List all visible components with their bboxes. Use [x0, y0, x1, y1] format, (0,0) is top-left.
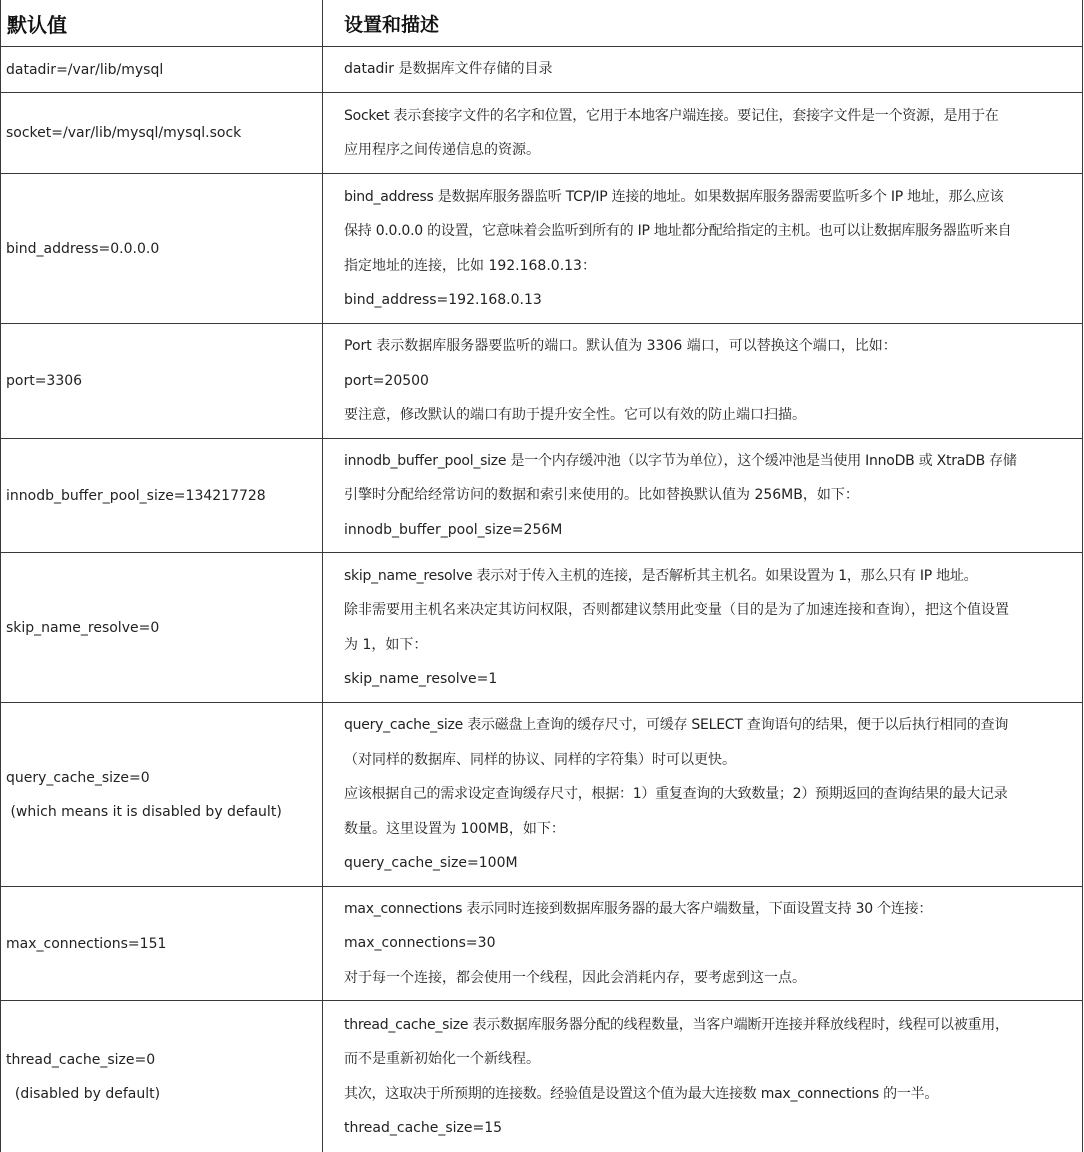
description-cell: [323, 324, 1083, 438]
description-line: innodb_buffer_pool_size=256M: [344, 521, 563, 538]
description-line: 数量。这里设置为 100MB，如下：: [344, 820, 565, 837]
table-row: [0, 324, 1083, 439]
description-line: 保持 0.0.0.0 的设置，它意味着会监听到所有的 IP 地址都分配给指定的主机。也可以让数据库服务器监听来自: [344, 223, 1012, 240]
default-value-cell: [0, 47, 323, 92]
description-line: 为 1，如下：: [344, 636, 428, 653]
description-line: 而不是重新初始化一个新线程。: [344, 1051, 540, 1068]
header-row: [0, 0, 1083, 47]
default-value: thread_cache_size=0: [6, 1051, 156, 1068]
description-line: port=20500: [344, 372, 429, 389]
table-row: [0, 439, 1083, 553]
description-line: bind_address 是数据库服务器监听 TCP/IP 连接的地址。如果数据库服务器需要监听多个 IP 地址，那么应该: [344, 188, 1004, 205]
default-value-note: (which means it is disabled by default): [6, 803, 282, 820]
table-row: [0, 174, 1083, 324]
description-cell: [323, 174, 1083, 323]
description-line: thread_cache_size=15: [344, 1119, 503, 1136]
header-desc-cell: [323, 0, 1083, 46]
description-cell: [323, 439, 1083, 552]
description-line: Socket 表示套接字文件的名字和位置，它用于本地客户端连接。要记住，套接字文件是一个资源，是用于在: [344, 107, 999, 124]
default-value-cell: [0, 703, 323, 886]
description-line: 应用程序之间传递信息的资源。: [344, 142, 540, 158]
description-cell: [323, 93, 1083, 173]
table-row: [0, 47, 1083, 93]
description-line: max_connections 表示同时连接到数据库服务器的最大客户端数量，下面设置支持 30 个连接：: [344, 900, 933, 917]
description-line: skip_name_resolve 表示对于传入主机的连接，是否解析其主机名。如果设置为 1，那么只有 IP 地址。: [344, 567, 978, 584]
description-line: 除非需要用主机名来决定其访问权限，否则都建议禁用此变量（目的是为了加速连接和查询），把这个值设置: [344, 602, 1009, 619]
table-row: [0, 887, 1083, 1001]
description-line: 应该根据自己的需求设定查询缓存尺寸，根据：1）重复查询的大致数量；2）预期返回的查询结果的最大记录: [344, 786, 1008, 803]
description-cell: [323, 703, 1083, 886]
description-cell: [323, 553, 1083, 702]
header-desc-label: 设置和描述: [344, 13, 440, 36]
default-value-cell: [0, 174, 323, 323]
description-line: 指定地址的连接，比如 192.168.0.13：: [344, 257, 596, 274]
description-line: skip_name_resolve=1: [344, 670, 498, 687]
description-cell: [323, 887, 1083, 1000]
description-line: bind_address=192.168.0.13: [344, 291, 542, 308]
description-line: （对同样的数据库、同样的协议、同样的字符集）时可以更快。: [344, 751, 736, 768]
table-row: [0, 553, 1083, 703]
default-value-cell: [0, 324, 323, 438]
default-value-cell: [0, 887, 323, 1000]
default-value: skip_name_resolve=0: [6, 619, 160, 636]
default-value: query_cache_size=0: [6, 769, 150, 786]
default-value: bind_address=0.0.0.0: [6, 240, 160, 257]
table-row: [0, 703, 1083, 887]
description-line: 引擎时分配给经常访问的数据和索引来使用的。比如替换默认值为 256MB，如下：: [344, 487, 859, 504]
header-default-label: 默认值: [7, 12, 67, 37]
description-line: query_cache_size=100M: [344, 855, 518, 872]
default-value-cell: [0, 439, 323, 552]
default-value-cell: [0, 553, 323, 702]
table-row: [0, 93, 1083, 174]
default-value-cell: [0, 93, 323, 173]
description-line: innodb_buffer_pool_size 是一个内存缓冲池（以字节为单位），这个缓冲池是当使用 InnoDB 或 XtraDB 存储: [344, 452, 1017, 469]
table-row: [0, 1001, 1083, 1152]
default-value: innodb_buffer_pool_size=134217728: [6, 487, 266, 504]
description-line: thread_cache_size 表示数据库服务器分配的线程数量，当客户端断开连接并释放线程时，线程可以被重用，: [344, 1016, 1009, 1033]
description-cell: [323, 47, 1083, 92]
default-value: port=3306: [6, 373, 83, 389]
description-line: max_connections=30: [344, 935, 496, 952]
default-value-cell: [0, 1001, 323, 1152]
default-value: max_connections=151: [6, 935, 167, 952]
description-line: 要注意，修改默认的端口有助于提升安全性。它可以有效的防止端口扫描。: [344, 407, 806, 424]
description-line: Port 表示数据库服务器要监听的端口。默认值为 3306 端口，可以替换这个端口，比如：: [344, 338, 897, 355]
header-default-cell: [0, 0, 323, 46]
default-value-note: (disabled by default): [6, 1085, 161, 1102]
default-value: datadir=/var/lib/mysql: [6, 61, 164, 78]
description-line: query_cache_size 表示磁盘上查询的缓存尺寸，可缓存 SELECT 查询语句的结果，便于以后执行相同的查询: [344, 717, 1009, 734]
description-line: 其次，这取决于所预期的连接数。经验值是设置这个值为最大连接数 max_connections 的一半。: [344, 1085, 939, 1102]
default-value: socket=/var/lib/mysql/mysql.sock: [6, 125, 242, 141]
description-cell: [323, 1001, 1083, 1152]
description-line: 对于每一个连接，都会使用一个线程，因此会消耗内存，要考虑到这一点。: [344, 969, 806, 986]
description-line: datadir 是数据库文件存储的目录: [344, 61, 553, 78]
